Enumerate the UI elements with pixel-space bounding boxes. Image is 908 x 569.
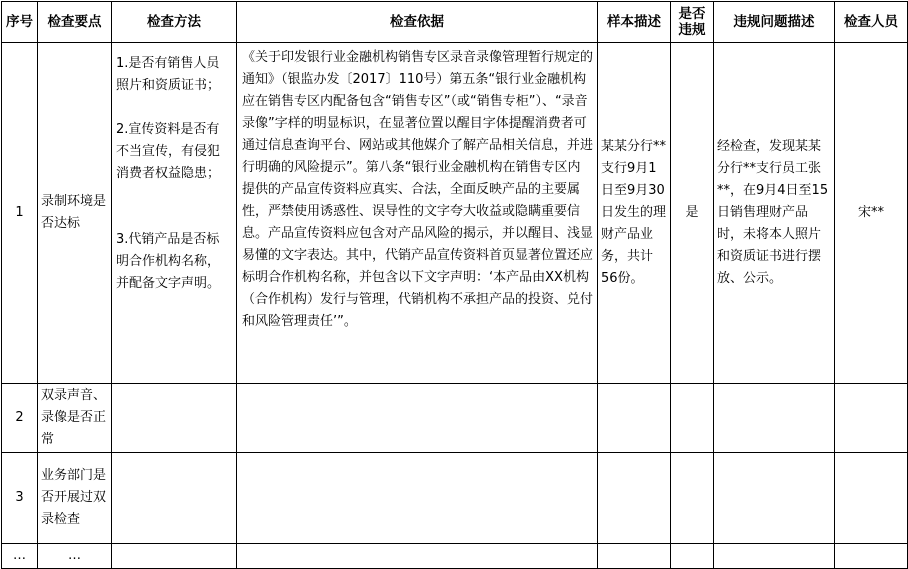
row-violation — [671, 453, 714, 544]
header-method: 检查方法 — [112, 2, 237, 43]
row-inspector — [835, 453, 908, 544]
row-seq: 3 — [2, 453, 38, 544]
table-row — [2, 544, 908, 569]
table-row — [2, 453, 908, 544]
header-item: 检查要点 — [38, 2, 112, 43]
row-methods — [112, 43, 237, 384]
row-item: … — [38, 544, 112, 569]
method-2: 2.宣传资料是否有不当宣传，有侵犯消费者权益隐患； — [116, 122, 221, 181]
header-inspector: 检查人员 — [835, 2, 908, 43]
row-inspector: 宋** — [835, 43, 908, 384]
header-seq: 序号 — [2, 2, 38, 43]
row-seq: 1 — [2, 43, 38, 384]
row-seq: 2 — [2, 384, 38, 453]
header-row — [2, 2, 908, 43]
row-methods — [112, 453, 237, 544]
row-issue: 经检查，发现某某分行**支行员工张**，在9月4日至15日销售理财产品时，未将本人照片和资质证书进行摆放、公示。 — [714, 43, 835, 384]
row-violation — [671, 544, 714, 569]
table-row — [2, 43, 908, 384]
row-seq: … — [2, 544, 38, 569]
row-sample — [598, 453, 671, 544]
header-violation: 是否违规 — [671, 2, 714, 43]
row-basis — [237, 453, 598, 544]
row-issue — [714, 453, 835, 544]
header-issue: 违规问题描述 — [714, 2, 835, 43]
row-basis: 《关于印发银行业金融机构销售专区录音录像管理暂行规定的通知》（银监办发〔2017〕110号）第五条“银行业金融机构应在销售专区内配备包含“销售专区”（或“销售专柜”）、“录音录像”字样的明显标识，在显著位置以醒目字体提醒消费者可通过信息查询平台、网站或其他媒介了解产品相关信息，并进行明确的风险提示”。第八条“银行业金融机构在销售专区内提供的产品宣传资料应真实、合法，全面反映产品的主要属性，严禁使用诱惑性、误导性的文字夸大收益或隐瞒重要信息。产品宣传资料应包含对产品风险的揭示，并以醒目、浅显易懂的文字表达。其中，代销产品宣传资料首页显著位置还应标明合作机构名称，并包含以下文字声明：‘本产品由XX机构（合作机构）发行与管理，代销机构不承担产品的投资、兑付和风险管理责任’”。 — [237, 43, 598, 384]
row-inspector — [835, 544, 908, 569]
row-sample — [598, 544, 671, 569]
row-violation — [671, 384, 714, 453]
row-item: 双录声音、录像是否正常 — [38, 384, 112, 453]
row-violation: 是 — [671, 43, 714, 384]
table-row — [2, 384, 908, 453]
header-basis: 检查依据 — [237, 2, 598, 43]
row-basis — [237, 384, 598, 453]
header-sample: 样本描述 — [598, 2, 671, 43]
row-item: 业务部门是否开展过双录检查 — [38, 453, 112, 544]
row-sample — [598, 384, 671, 453]
row-sample: 某某分行**支行9月1日至9月30日发生的理财产品业务，共计56份。 — [598, 43, 671, 384]
method-1: 1.是否有销售人员照片和资质证书； — [116, 56, 221, 93]
row-issue — [714, 544, 835, 569]
method-3: 3.代销产品是否标明合作机构名称，并配备文字声明。 — [116, 232, 221, 291]
row-methods — [112, 544, 237, 569]
row-issue — [714, 384, 835, 453]
row-basis — [237, 544, 598, 569]
row-item: 录制环境是否达标 — [38, 43, 112, 384]
row-inspector — [835, 384, 908, 453]
inspection-table — [1, 1, 908, 569]
row-methods — [112, 384, 237, 453]
